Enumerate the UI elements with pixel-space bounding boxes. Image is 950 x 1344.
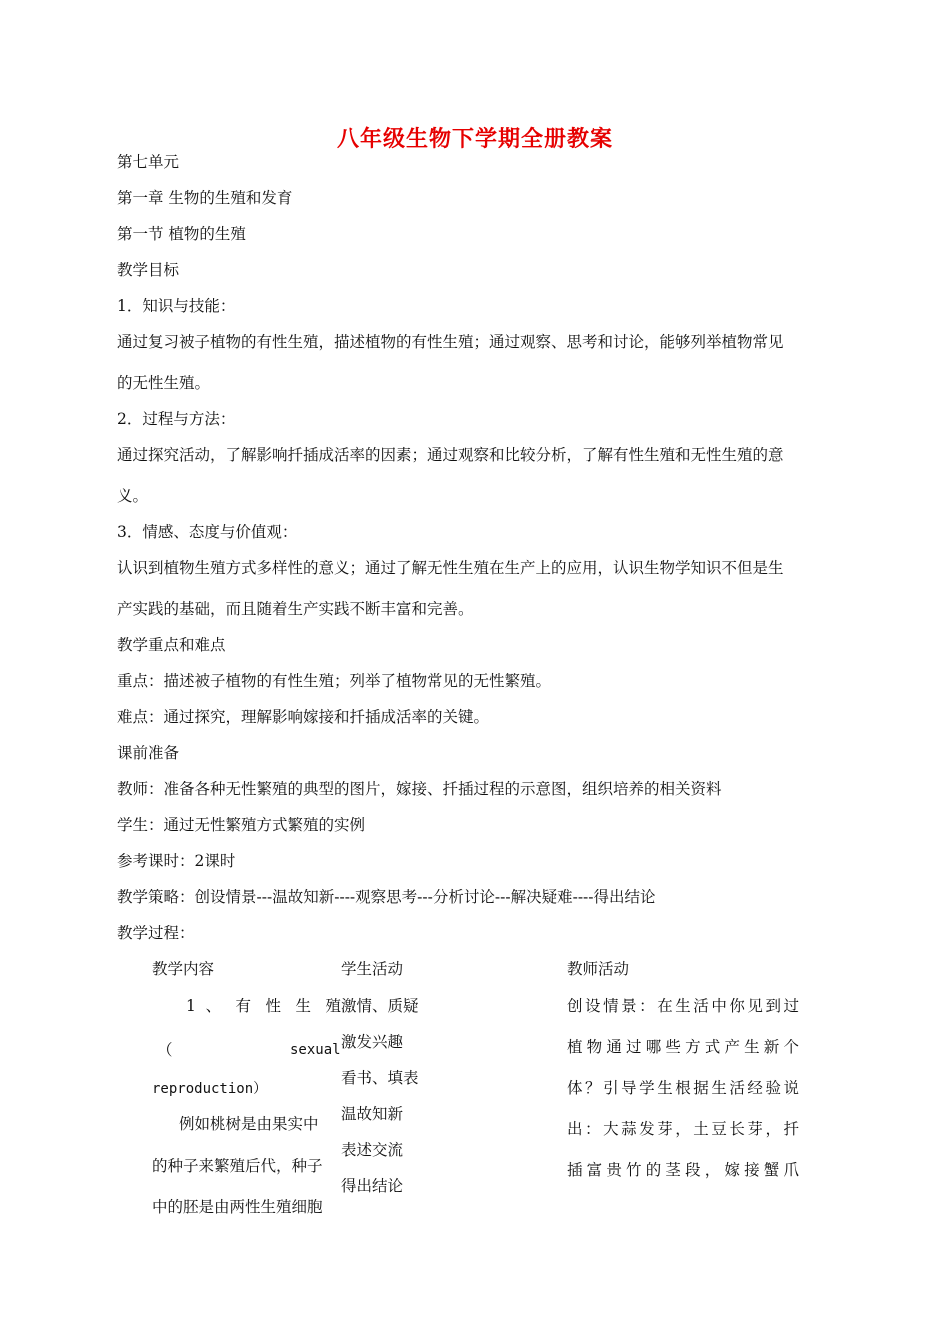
class-hours: 参考课时：2课时 xyxy=(117,852,236,870)
objective-3-heading: 3．情感、态度与价值观： xyxy=(117,523,298,541)
objective-1-heading: 1．知识与技能： xyxy=(117,297,236,315)
objective-2-text-b: 义。 xyxy=(117,487,149,505)
content-line-2-paren: （ xyxy=(157,1041,173,1059)
content-line-4: 例如桃树是由果实中 xyxy=(179,1115,319,1133)
prep-student: 学生：通过无性繁殖方式繁殖的实例 xyxy=(117,816,366,834)
teacher-activity-5: 插富贵竹的茎段，嫁接蟹爪 xyxy=(567,1161,799,1179)
key-points-heading: 教学重点和难点 xyxy=(117,636,226,654)
content-line-6: 中的胚是由两性生殖细胞 xyxy=(152,1198,323,1216)
teacher-activity-2: 植物通过哪些方式产生新个 xyxy=(567,1038,799,1056)
teacher-activity-3: 体？引导学生根据生活经验说 xyxy=(567,1079,799,1097)
table-header-student: 学生活动 xyxy=(341,960,404,978)
difficult-point: 难点：通过探究，理解影响嫁接和扦插成活率的关键。 xyxy=(117,708,490,726)
content-line-2-word: sexual xyxy=(290,1042,341,1058)
content-line-5: 的种子来繁殖后代，种子 xyxy=(152,1157,323,1175)
student-activity-3: 看书、填表 xyxy=(341,1069,419,1087)
unit-heading: 第七单元 xyxy=(117,153,180,171)
table-header-content: 教学内容 xyxy=(152,960,215,978)
objective-2-heading: 2．过程与方法： xyxy=(117,410,236,428)
process-heading: 教学过程： xyxy=(117,924,195,942)
objective-1-text-a: 通过复习被子植物的有性生殖，描述植物的有性生殖；通过观察、思考和讨论，能够列举植物常见 xyxy=(117,333,784,351)
objective-1-text-b: 的无性生殖。 xyxy=(117,374,211,392)
student-activity-4: 温故知新 xyxy=(341,1105,404,1123)
prep-heading: 课前准备 xyxy=(117,744,180,762)
student-activity-2: 激发兴趣 xyxy=(341,1033,404,1051)
teacher-activity-1: 创设情景：在生活中你见到过 xyxy=(567,997,799,1015)
key-point: 重点：描述被子植物的有性生殖；列举了植物常见的无性繁殖。 xyxy=(117,672,552,690)
teacher-activity-4: 出：大蒜发芽，土豆长芽，扦 xyxy=(567,1120,799,1138)
prep-teacher: 教师：准备各种无性繁殖的典型的图片，嫁接、扦插过程的示意图，组织培养的相关资料 xyxy=(117,780,722,798)
section-heading: 第一节 植物的生殖 xyxy=(117,225,246,243)
student-activity-5: 表述交流 xyxy=(341,1141,404,1159)
content-line-1: 1 、 有 性 生 殖 xyxy=(186,997,341,1015)
document-title: 八年级生物下学期全册教案 xyxy=(336,127,613,152)
student-activity-6: 得出结论 xyxy=(341,1177,404,1195)
student-activity-1: 激情、质疑 xyxy=(341,997,419,1015)
teaching-strategy: 教学策略：创设情景---温故知新----观察思考---分析讨论---解决疑难----得出结论 xyxy=(117,888,656,906)
content-line-3: reproduction） xyxy=(152,1081,268,1097)
objective-3-text-b: 产实践的基础，而且随着生产实践不断丰富和完善。 xyxy=(117,600,474,618)
objective-2-text-a: 通过探究活动，了解影响扦插成活率的因素；通过观察和比较分析，了解有性生殖和无性生殖的意 xyxy=(117,446,784,464)
chapter-heading: 第一章 生物的生殖和发育 xyxy=(117,189,293,207)
objective-3-text-a: 认识到植物生殖方式多样性的意义；通过了解无性生殖在生产上的应用，认识生物学知识不但是生 xyxy=(117,559,784,577)
table-header-teacher: 教师活动 xyxy=(567,960,630,978)
objectives-heading: 教学目标 xyxy=(117,261,180,279)
